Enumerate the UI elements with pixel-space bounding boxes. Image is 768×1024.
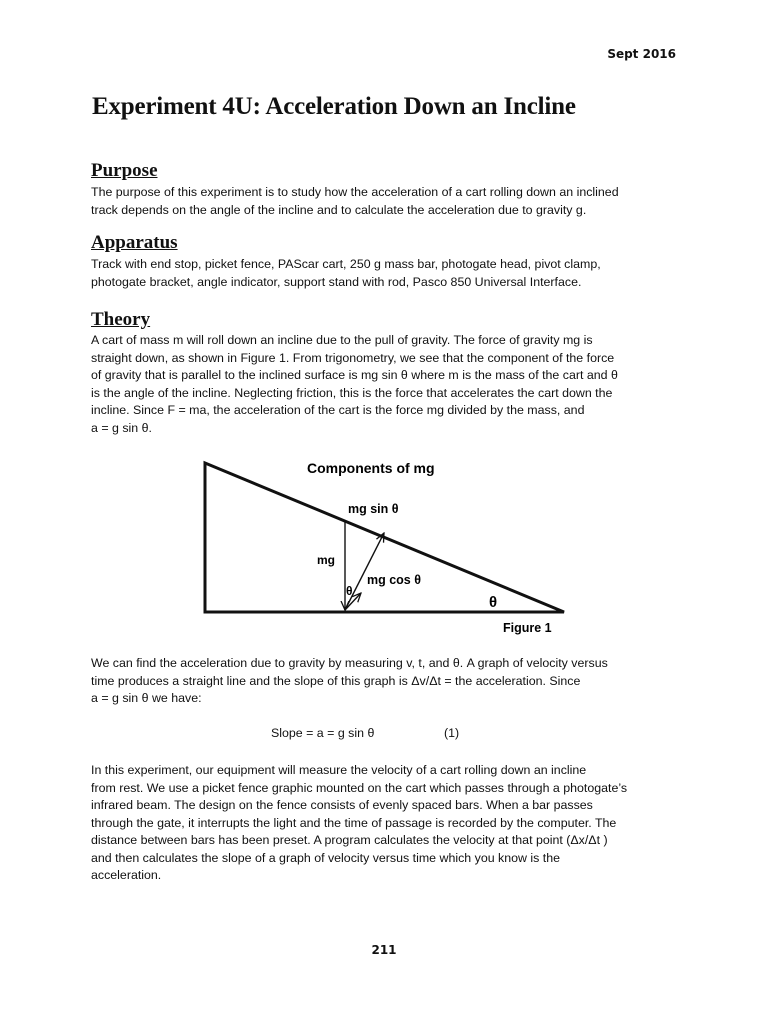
incline-triangle [205,463,564,612]
mg-sin-vector [345,533,384,610]
date-label: Sept 2016 [607,47,676,61]
theta-angle-label: θ [489,594,498,611]
graph-line: time produces a straight line and the slope of this graph is Δv/Δt = the acceleration. Since [91,673,581,688]
purpose-line: The purpose of this experiment is to study how the acceleration of a cart rolling down an inclined [91,185,619,199]
experiment-paragraph [91,762,691,885]
page-title: Experiment 4U: Acceleration Down an Incline [92,93,576,120]
experiment-line: infrared beam. The design on the fence consists of evenly spaced bars. When a bar passes [91,798,593,812]
experiment-line: and then calculates the slope of a graph of velocity versus time which you know is the [91,850,561,865]
graph-line: We can find the acceleration due to gravity by measuring v, t, and θ. A graph of velocity versus [91,656,608,670]
equation-number: (1) [444,726,460,740]
figure-1-incline-diagram [196,455,576,640]
apparatus-paragraph [91,256,691,291]
purpose-heading: Purpose [91,160,158,181]
theory-paragraph [91,332,691,437]
theory-line: of gravity that is parallel to the inclined surface is mg sin θ where m is the mass of the cart and θ [91,368,618,382]
theory-heading: Theory [91,309,151,330]
theory-line: A cart of mass m will roll down an incline due to the pull of gravity. The force of gravity mg is [91,333,593,347]
apparatus-heading: Apparatus [91,232,178,253]
graph-paragraph [91,655,691,708]
theory-line: a = g sin θ. [91,420,152,435]
purpose-line: track depends on the angle of the incline and to calculate the acceleration due to gravity g. [91,202,587,217]
mg-cos-label: mg cos θ [367,573,421,587]
theory-line: incline. Since F = ma, the acceleration of the cart is the force mg divided by the mass, and [91,403,585,417]
experiment-line: acceleration. [91,868,162,882]
apparatus-line: Track with end stop, picket fence, PAScar cart, 250 g mass bar, photogate head, pivot clamp, [91,257,601,271]
mg-sin-label: mg sin θ [348,502,399,516]
experiment-line: In this experiment, our equipment will measure the velocity of a cart rolling down an incline [91,763,587,777]
purpose-paragraph [91,184,691,219]
equation: Slope = a = g sin θ [271,726,375,740]
page-number: 211 [371,943,397,957]
mg-label: mg [317,553,335,567]
experiment-line: from rest. We use a picket fence graphic mounted on the cart which passes through a photogate’s [91,780,628,795]
theory-line: straight down, as shown in Figure 1. From trigonometry, we see that the component of the force [91,350,615,365]
experiment-line: through the gate, it interrupts the light and the time of passage is recorded by the computer. The [91,815,617,830]
experiment-line: distance between bars has been preset. A program calculates the velocity at that point (Δx/Δt ) [91,833,608,847]
figure-title: Components of mg [307,460,435,476]
graph-line: a = g sin θ we have: [91,691,202,705]
apparatus-line: photogate bracket, angle indicator, support stand with rod, Pasco 850 Universal Interface. [91,274,582,289]
theta-small-label: θ [346,584,353,598]
figure-caption: Figure 1 [503,621,552,635]
theory-line: is the angle of the incline. Neglecting friction, this is the force that accelerates the cart down the [91,385,613,400]
